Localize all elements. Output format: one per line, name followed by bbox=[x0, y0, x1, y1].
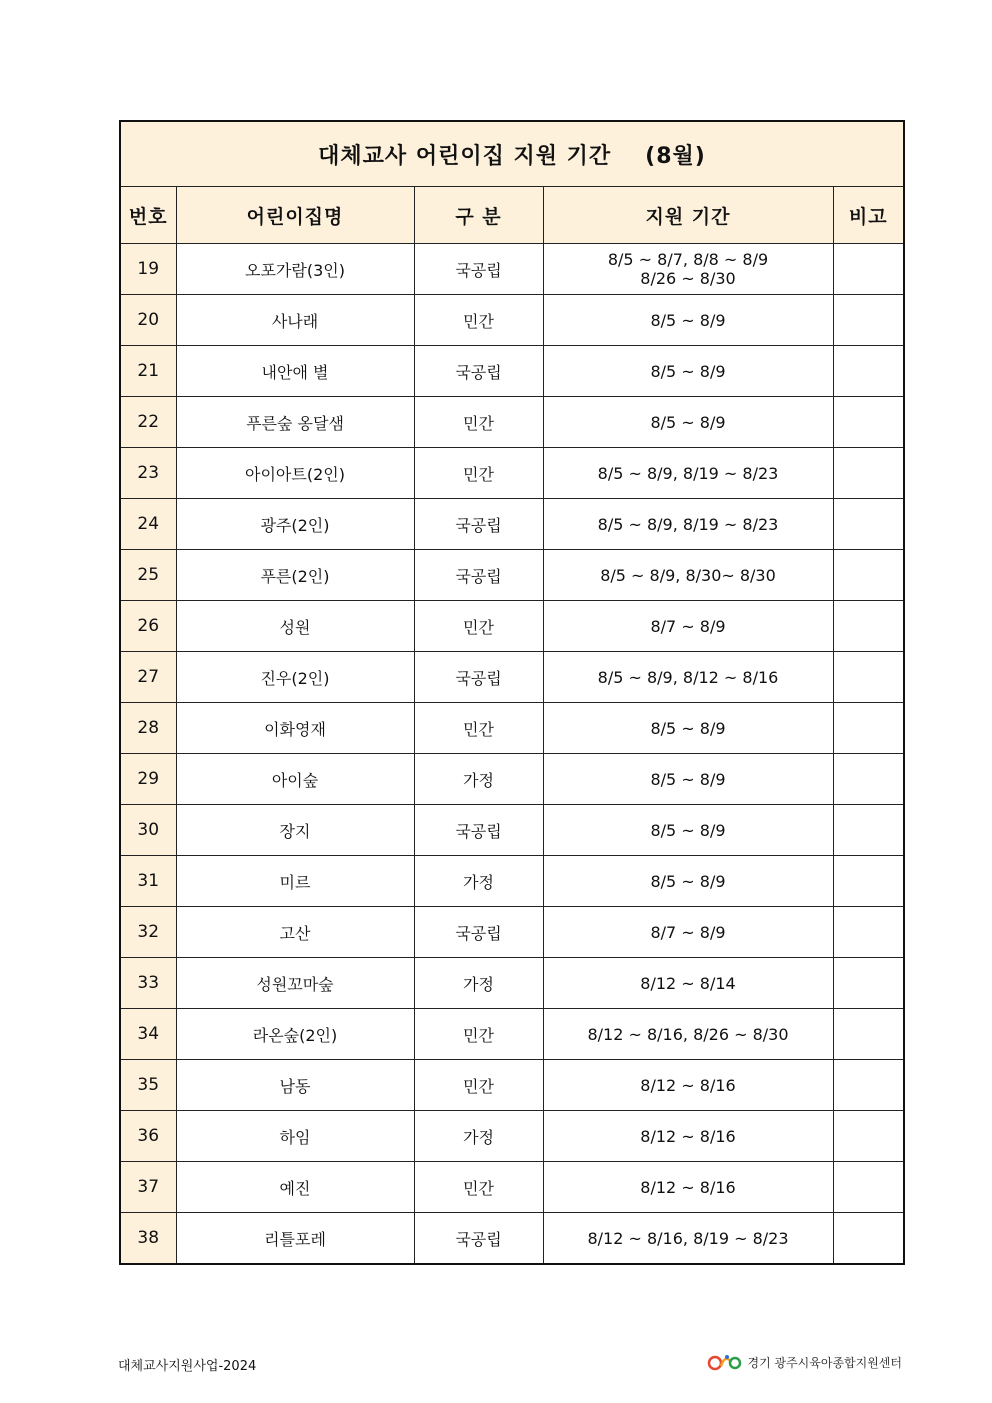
row-type: 민간 bbox=[414, 295, 543, 346]
row-type: 민간 bbox=[414, 448, 543, 499]
row-number: 35 bbox=[120, 1060, 176, 1111]
row-type: 국공립 bbox=[414, 499, 543, 550]
table-row bbox=[120, 1111, 904, 1162]
table-row bbox=[120, 244, 904, 295]
table-row bbox=[120, 1060, 904, 1111]
row-note bbox=[833, 1111, 904, 1162]
row-daycare-name: 광주(2인) bbox=[176, 499, 414, 550]
row-type: 국공립 bbox=[414, 1213, 543, 1265]
row-period bbox=[543, 805, 833, 856]
row-number: 21 bbox=[120, 346, 176, 397]
row-period-line: 8/5 ~ 8/9 bbox=[650, 718, 726, 738]
row-period-line: 8/12 ~ 8/16, 8/19 ~ 8/23 bbox=[587, 1228, 789, 1248]
row-daycare-name: 아이아트(2인) bbox=[176, 448, 414, 499]
row-type: 국공립 bbox=[414, 244, 543, 295]
row-note bbox=[833, 295, 904, 346]
row-period-line: 8/12 ~ 8/14 bbox=[640, 973, 736, 993]
table-row bbox=[120, 856, 904, 907]
header-type: 구 분 bbox=[414, 187, 543, 244]
row-number: 33 bbox=[120, 958, 176, 1009]
row-number: 22 bbox=[120, 397, 176, 448]
row-number: 19 bbox=[120, 244, 176, 295]
row-type: 민간 bbox=[414, 1060, 543, 1111]
row-daycare-name: 진우(2인) bbox=[176, 652, 414, 703]
row-type: 민간 bbox=[414, 703, 543, 754]
title-month: (8월) bbox=[645, 143, 706, 169]
row-period-line: 8/5 ~ 8/9, 8/19 ~ 8/23 bbox=[597, 463, 779, 483]
row-period bbox=[543, 1060, 833, 1111]
row-period-line: 8/5 ~ 8/9 bbox=[650, 871, 726, 891]
row-period bbox=[543, 448, 833, 499]
row-note bbox=[833, 346, 904, 397]
row-period-line: 8/5 ~ 8/9 bbox=[650, 361, 726, 381]
row-period bbox=[543, 1009, 833, 1060]
row-number: 26 bbox=[120, 601, 176, 652]
table-body bbox=[120, 244, 904, 1265]
row-note bbox=[833, 244, 904, 295]
row-daycare-name: 미르 bbox=[176, 856, 414, 907]
row-note bbox=[833, 1009, 904, 1060]
footer-program-name: 대체교사지원사업-2024 bbox=[118, 1359, 257, 1374]
row-daycare-name: 라온숲(2인) bbox=[176, 1009, 414, 1060]
row-period bbox=[543, 754, 833, 805]
row-type: 민간 bbox=[414, 601, 543, 652]
table-title bbox=[120, 121, 904, 187]
row-period bbox=[543, 550, 833, 601]
row-note bbox=[833, 397, 904, 448]
row-note bbox=[833, 601, 904, 652]
footer-organization bbox=[707, 1352, 902, 1372]
row-type: 가정 bbox=[414, 958, 543, 1009]
row-note bbox=[833, 958, 904, 1009]
row-daycare-name: 내안애 별 bbox=[176, 346, 414, 397]
row-daycare-name: 고산 bbox=[176, 907, 414, 958]
row-period bbox=[543, 1111, 833, 1162]
row-daycare-name: 푸른숲 옹달샘 bbox=[176, 397, 414, 448]
row-period bbox=[543, 1213, 833, 1265]
row-period bbox=[543, 1162, 833, 1213]
row-period-line: 8/5 ~ 8/9 bbox=[650, 412, 726, 432]
title-text: 대체교사 어린이집 지원 기간 bbox=[318, 143, 612, 169]
table-row bbox=[120, 652, 904, 703]
row-note bbox=[833, 703, 904, 754]
row-period bbox=[543, 856, 833, 907]
row-note bbox=[833, 1162, 904, 1213]
table-row bbox=[120, 448, 904, 499]
row-daycare-name: 예진 bbox=[176, 1162, 414, 1213]
row-period bbox=[543, 652, 833, 703]
row-number: 32 bbox=[120, 907, 176, 958]
row-period bbox=[543, 601, 833, 652]
row-type: 가정 bbox=[414, 1111, 543, 1162]
row-number: 38 bbox=[120, 1213, 176, 1265]
row-period-line: 8/5 ~ 8/9 bbox=[650, 769, 726, 789]
table-row bbox=[120, 295, 904, 346]
table-row bbox=[120, 1162, 904, 1213]
table-row bbox=[120, 907, 904, 958]
row-period-line: 8/5 ~ 8/9, 8/30~ 8/30 bbox=[600, 565, 776, 585]
row-daycare-name: 남동 bbox=[176, 1060, 414, 1111]
row-type: 국공립 bbox=[414, 550, 543, 601]
row-type: 국공립 bbox=[414, 652, 543, 703]
row-period bbox=[543, 907, 833, 958]
table-row bbox=[120, 805, 904, 856]
row-period bbox=[543, 499, 833, 550]
row-daycare-name: 성원 bbox=[176, 601, 414, 652]
row-type: 가정 bbox=[414, 856, 543, 907]
row-type: 가정 bbox=[414, 754, 543, 805]
table-row bbox=[120, 601, 904, 652]
row-daycare-name: 하임 bbox=[176, 1111, 414, 1162]
row-period bbox=[543, 295, 833, 346]
row-note bbox=[833, 652, 904, 703]
row-period bbox=[543, 703, 833, 754]
table-row bbox=[120, 1009, 904, 1060]
table-row bbox=[120, 550, 904, 601]
header-no: 번호 bbox=[120, 187, 176, 244]
row-period-line: 8/7 ~ 8/9 bbox=[650, 922, 726, 942]
row-daycare-name: 리틀포레 bbox=[176, 1213, 414, 1265]
row-period-line: 8/5 ~ 8/9 bbox=[650, 820, 726, 840]
table-row bbox=[120, 346, 904, 397]
row-period bbox=[543, 244, 833, 295]
row-period-line: 8/12 ~ 8/16 bbox=[640, 1177, 736, 1197]
row-number: 29 bbox=[120, 754, 176, 805]
row-note bbox=[833, 448, 904, 499]
row-period-line: 8/12 ~ 8/16 bbox=[640, 1126, 736, 1146]
row-daycare-name: 아이숲 bbox=[176, 754, 414, 805]
row-note bbox=[833, 1060, 904, 1111]
header-name: 어린이집명 bbox=[176, 187, 414, 244]
header-note: 비고 bbox=[833, 187, 904, 244]
row-note bbox=[833, 856, 904, 907]
header-row bbox=[120, 187, 904, 244]
row-type: 국공립 bbox=[414, 907, 543, 958]
row-period bbox=[543, 958, 833, 1009]
row-type: 민간 bbox=[414, 397, 543, 448]
row-period bbox=[543, 397, 833, 448]
row-period-line: 8/5 ~ 8/9 bbox=[650, 310, 726, 330]
row-number: 30 bbox=[120, 805, 176, 856]
row-number: 27 bbox=[120, 652, 176, 703]
row-period-line: 8/12 ~ 8/16 bbox=[640, 1075, 736, 1095]
footer-organization-name: 경기 광주시육아종합지원센터 bbox=[747, 1355, 902, 1370]
row-type: 민간 bbox=[414, 1162, 543, 1213]
row-type: 국공립 bbox=[414, 346, 543, 397]
row-daycare-name: 성원꼬마숲 bbox=[176, 958, 414, 1009]
row-number: 28 bbox=[120, 703, 176, 754]
row-period-line: 8/12 ~ 8/16, 8/26 ~ 8/30 bbox=[587, 1024, 789, 1044]
row-note bbox=[833, 550, 904, 601]
support-period-table-container bbox=[119, 120, 903, 1265]
row-note bbox=[833, 805, 904, 856]
row-note bbox=[833, 1213, 904, 1265]
row-number: 34 bbox=[120, 1009, 176, 1060]
row-period-line: 8/5 ~ 8/9, 8/19 ~ 8/23 bbox=[597, 514, 779, 534]
row-note bbox=[833, 499, 904, 550]
header-period: 지원 기간 bbox=[543, 187, 833, 244]
support-period-table bbox=[119, 120, 905, 1265]
row-period-line: 8/5 ~ 8/9, 8/12 ~ 8/16 bbox=[597, 667, 779, 687]
row-note bbox=[833, 907, 904, 958]
row-daycare-name: 오포가람(3인) bbox=[176, 244, 414, 295]
row-period bbox=[543, 346, 833, 397]
table-row bbox=[120, 754, 904, 805]
row-period-line: 8/7 ~ 8/9 bbox=[650, 616, 726, 636]
row-number: 31 bbox=[120, 856, 176, 907]
row-daycare-name: 이화영재 bbox=[176, 703, 414, 754]
row-period-line: 8/5 ~ 8/7, 8/8 ~ 8/9 bbox=[607, 250, 769, 269]
row-number: 36 bbox=[120, 1111, 176, 1162]
table-row bbox=[120, 703, 904, 754]
table-row bbox=[120, 499, 904, 550]
row-note bbox=[833, 754, 904, 805]
row-type: 국공립 bbox=[414, 805, 543, 856]
row-type: 민간 bbox=[414, 1009, 543, 1060]
row-number: 20 bbox=[120, 295, 176, 346]
row-daycare-name: 사나래 bbox=[176, 295, 414, 346]
row-daycare-name: 푸른(2인) bbox=[176, 550, 414, 601]
center-logo-icon bbox=[707, 1352, 743, 1372]
table-row bbox=[120, 1213, 904, 1265]
table-row bbox=[120, 958, 904, 1009]
row-number: 23 bbox=[120, 448, 176, 499]
row-number: 25 bbox=[120, 550, 176, 601]
row-number: 24 bbox=[120, 499, 176, 550]
row-number: 37 bbox=[120, 1162, 176, 1213]
row-daycare-name: 장지 bbox=[176, 805, 414, 856]
table-row bbox=[120, 397, 904, 448]
row-period-line-2: 8/26 ~ 8/30 bbox=[640, 269, 736, 288]
